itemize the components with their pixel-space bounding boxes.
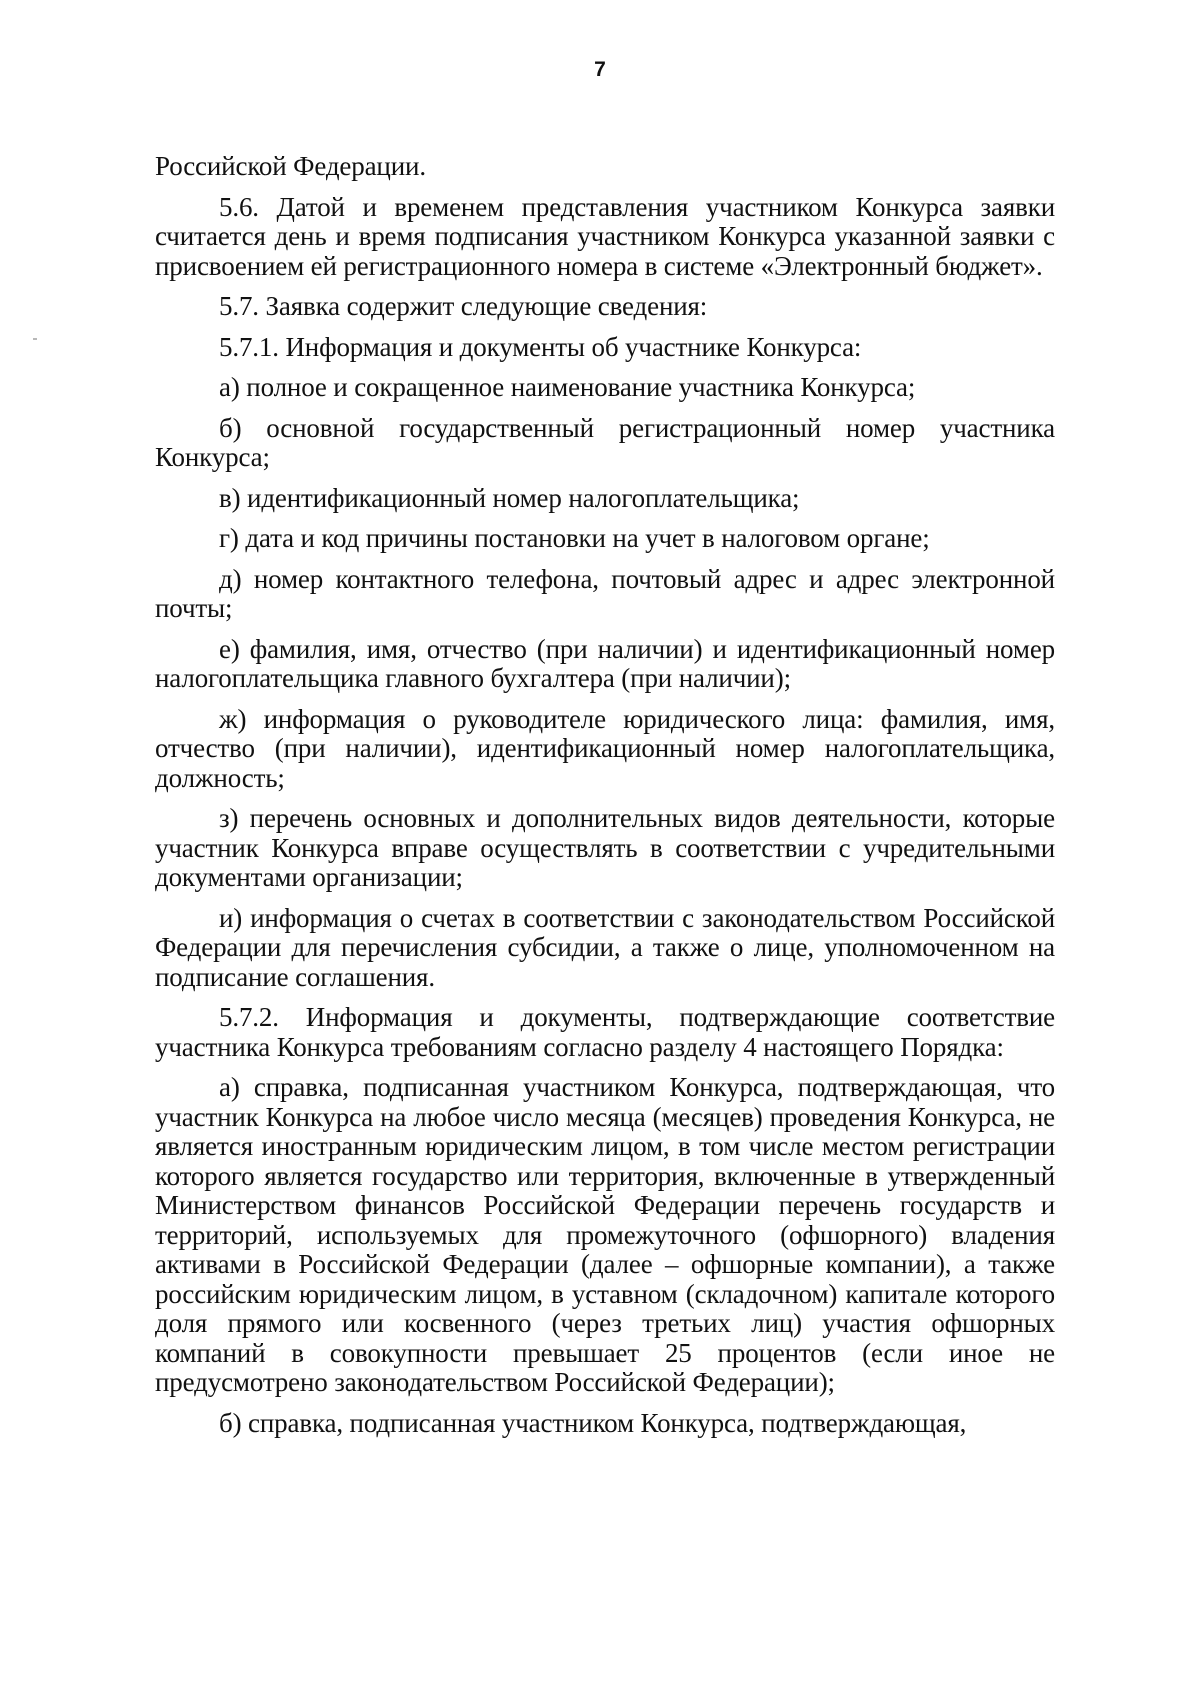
list-item-a: а) полное и сокращенное наименование участника Конкурса; — [219, 372, 916, 402]
list-item-b: б) основной государственный регистрационный номер участника Конкурса; — [155, 412, 1055, 472]
list-item-a-certificate: а) справка, подписанная участником Конкурса, подтверждающая, что участник Конкурса на любое число месяца (месяцев) проведения Конкурса, не является иностранным юридическим лицом, в том числе местом регистрации которого является государство или территория, включенные в утвержденный Министерством финансов Российской Федерации перечень государств и территорий, используемых для промежуточного (офшорного) владения активами в Российской Федерации (далее – офшорные компании), а также российским юридическим лицом, в уставном (складочном) капитале которого доля прямого или косвенного (через третьих лиц) участия офшорных компаний в совокупности превышает 25 процентов (если иное не предусмотрено законодательством Российской Федерации); — [155, 1072, 1055, 1397]
paragraph-5-7: 5.7. Заявка содержит следующие сведения: — [219, 291, 708, 321]
list-item-g: г) дата и код причины постановки на учет в налоговом органе; — [219, 523, 930, 553]
document-body — [155, 152, 1055, 1449]
paragraph-5-7-2: 5.7.2. Информация и документы, подтверждающие соответствие участника Конкурса требованиям согласно разделу 4 настоящего Порядка: — [155, 1002, 1055, 1062]
list-item-z: з) перечень основных и дополнительных видов деятельности, которые участник Конкурса вправе осуществлять в соответствии с учредительными документами организации; — [155, 803, 1055, 892]
list-item-v: в) идентификационный номер налогоплательщика; — [219, 482, 800, 513]
list-item-d: д) номер контактного телефона, почтовый адрес и адрес электронной почты; — [155, 563, 1055, 623]
paragraph-5-7-1: 5.7.1. Информация и документы об участнике Конкурса: — [219, 331, 862, 362]
scan-artifact — [33, 338, 37, 340]
list-item-i: и) информация о счетах в соответствии с законодательством Российской Федерации для перечисления субсидии, а также о лице, уполномоченном на подписание соглашения. — [155, 902, 1055, 992]
list-item-b-certificate: б) справка, подписанная участником Конкурса, подтверждающая, — [219, 1407, 967, 1438]
list-item-e: е) фамилия, имя, отчество (при наличии) и идентификационный номер налогоплательщика главного бухгалтера (при наличии); — [155, 633, 1055, 693]
list-item-zh: ж) информация о руководителе юридического лица: фамилия, имя, отчество (при наличии), идентификационный номер налогоплательщика, должность; — [155, 703, 1055, 793]
paragraph-continuation: Российской Федерации. — [155, 151, 426, 181]
page-number: 7 — [594, 58, 606, 81]
paragraph-5-6: 5.6. Датой и временем представления участником Конкурса заявки считается день и время подписания участником Конкурса указанной заявки с присвоением ей регистрационного номера в системе «Электронный бюджет». — [155, 191, 1055, 281]
